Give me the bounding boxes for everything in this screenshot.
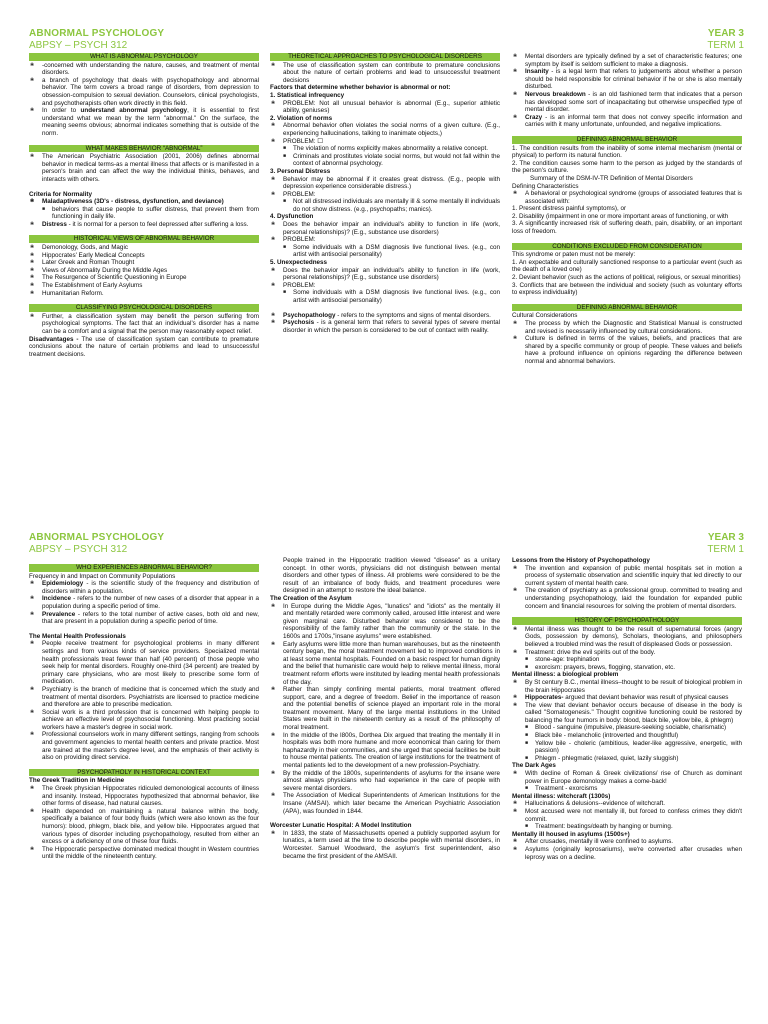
bullet-list [29,313,259,336]
list-item: ❀ After crusades, mentally ill were confined to asylums. [512,838,742,846]
term-label: TERM 1 [707,40,744,51]
paragraph [29,336,259,359]
list-item: ❀ PROBLEM: Not all unusual behavior is abnormal (E.g., superior athletic ability, geniuses) [270,100,500,115]
subheading: Mental illness: witchcraft (1300s) [512,792,611,800]
section-bar: PSYCHOPATHOLY IN HISTORICAL CONTEXT [29,769,259,777]
list-item: ❀ The view that deviant behavior occurs because of disease in the body is called "Somatogenesis." Thought cognitive functioning could be restored by balancing the four humors in body: blood, black bile, yellow bile, & phlegm) [512,702,742,725]
sub-list-item: ■ Blood - sanguine (impulsive, pleasure-seeking sociable, charismatic) [525,724,742,732]
sub-list-item: ■ Some individuals with a DSM diagnosis live functional lives. (e.g., con artist with antisocial personality) [283,244,500,259]
section-bar: WHAT IS ABNORMAL PSYCHOLOGY [29,53,259,61]
year-label: YEAR 3 [707,28,744,39]
subheading: Mental illness: a biological problem [512,671,619,679]
text-run: - is an old fashioned term that indicates that a person has developed some sort of incapacitating but otherwise unspecified type of mental disorder. [525,90,743,114]
course-code: ABPSY – PSYCH 312 [29,40,128,51]
bullet-list [29,198,259,206]
bullet-list [512,626,742,656]
bold-term: Disadvantages - [29,335,82,343]
list-item: ❀ Asylums (originally leprosariums), we're converted after crusades when leprosy was on a decline. [512,846,742,861]
paragraph: 2. Disability (impairment in one or more important areas of functioning, or with [512,212,729,220]
text-run: , it is essential to first understand what we mean by the term "abnormal." On the surface, the meaning seems obvious; abnormal indicates something that is outside of the norm. [42,107,259,137]
bullet-list [270,267,500,290]
list-item: ❀ The creation of psychiatry as a professional group. committed to treating and understanding psychopathology, laid the foundation for expanded public concern and financial resources for solving the problem of mental disorders. [512,587,742,610]
bold-term: Nervous breakdown [525,90,586,98]
sub-list [512,724,742,762]
bullet-list [270,603,500,816]
bullet-list [29,153,259,183]
sub-list-item: ■ Criminals and prostitutes violate social norms, but would not fall within the context of abnormal psychology. [283,153,500,168]
bullet-list [512,53,742,129]
column-1 [29,564,259,861]
bullet-list [270,122,500,145]
subheading: Factors that determine whether behavior is abnormal or not: [270,84,451,92]
sub-list-item: ■ Black bile - melancholic (introverted and thoughtful) [525,732,742,740]
sub-list-item: ■ The violation of norms explicitly makes abnormality a relative concept. [283,145,500,153]
list-item: ❀ Social work is a third profession that is concerned with helping people to achieve an effective level of psychosocial functioning. Most practicing social workers have a master's degree in social work. [29,709,259,732]
list-item: ❀ Behavior may be abnormal if it creates great distress. (E.g., people with depression experience considerable distress.) [270,176,500,191]
subheading: The Dark Ages [512,762,556,770]
text-run: - is a legal term that refers to judgements about whether a person should be held responsible for criminal behavior if he or she is also mentally disturbed. [525,68,742,91]
section-bar: WHAT MAKES BEHAVIOR “ABNORMAL” [29,145,259,153]
sub-list [270,145,500,168]
list-item: ❀ Maladaptiveness (3D's - distress, dysfunction, and deviance) [29,198,259,206]
section-bar: DEFINING ABNORMAL BEHAVIOR [512,136,742,144]
sub-list [270,244,500,259]
numbered-heading: 5. Unexpectedness [270,259,328,267]
column-2 [270,557,500,860]
list-item: ❀ The process by which the Diagnostic and Statistical Manual is constructed and revised is necessarily influenced by cultural considerations. [512,320,742,335]
sub-list-item: ■ Treatment - exorcisms [525,785,742,793]
sub-list [512,823,742,831]
list-item [29,580,259,595]
subheading: Lessons from the History of Psychopathology [512,557,650,564]
bold-term: Prevalence [42,610,76,618]
subheading: Mentally ill housed in asylums (1500s+) [512,830,630,838]
paragraph: 2. Deviant behavior (such as the actions of political, religious, or sexual minorities) [512,274,741,282]
list-item: ❀ Most accused were not mentally ill, but forced to confess crimes they didn't commit. [512,808,742,823]
list-item: ❀ The Hippocratic perspective dominated medical thought in Western countries until the middle of the nineteenth century. [29,846,259,861]
list-item: ❀ Rather than simply confining mental patients, moral treatment offered support, care, and a degree of freedom. Belief in the importance of reason and the potential benefits of science played an important role in the moral treatment movement. Many of the large mental institutions in the United States were built in the nineteenth century as a result of the philosophy of moral treatment. [270,686,500,732]
list-item: ❀ A behavioral or psychological syndrome (groups of associated features that is associated with: [512,190,742,205]
bullet-list [29,640,259,762]
course-code: ABPSY – PSYCH 312 [29,544,128,555]
bullet-list [512,565,742,611]
paragraph: Defining Characteristics [512,182,579,190]
column-3 [512,557,742,861]
text-run: - is a general term that refers to several types of severe mental disorder in which the person is considered to be out of contact with reality. [283,319,500,334]
bold-term: Psychosis [283,319,315,327]
bullet-list [270,100,500,115]
list-item [512,68,742,91]
sub-list [270,198,500,213]
list-item: ❀ Later Greek and Roman Thought [29,259,259,267]
list-item [29,221,259,229]
list-item: ❀ In the middle of the l800s, Dorthea Dix argued that treating the mentally ill in hospitals was both more humane and more economical than caring for them haphazardly in their communities, and she urged that special facilities be built to house mental patients. The creation of large institutions for the treatment of mental patients led to the development of a new profession-Psychiatry. [270,732,500,770]
list-item [512,114,742,129]
text-run: argued that deviant behavior was result of physical causes [563,694,729,702]
sub-list-item: ■ exorcism: prayers, brews, flogging, starvation, etc. [525,664,742,672]
section-bar: HISTORICAL VIEWS OF ABNORMAL BEHAVIOR [29,235,259,243]
list-item: ❀ The American Psychiatric Association (2001, 2006) defines abnormal behavior in medical terms-as a mental illness that affects or is manifested in a person's brain and can affect the way the individual thinks, behaves, and interacts with others. [29,153,259,183]
bold-term: Hippocrates- [525,694,564,702]
list-item: ❀ Hallucinations & delusions--evidence of witchcraft. [512,800,742,808]
text-run: - refers to the total number of active cases, both old and new, that are present in a population during a specific period of time. [42,610,259,626]
bullet-list [270,830,500,860]
section-bar: WHO EXPERIENCES ABNORMAL BEHAVIOR? [29,564,259,572]
paragraph: People trained in the Hippocratic tradition viewed "disease" as a unitary concept. In other words, physicians did not distinguish between mental disorders and other types of illness. All problems were considered to be the result of an imbalance of body fluids, and treatment procedures were designed in an attempt to restore the ideal balance. [283,557,500,595]
bullet-list [270,62,500,85]
list-item: ❀ Does the behavior impair an individual's ability to function in life (work, personal relationships)? (E.g., substance use disorders) [270,221,500,236]
bullet-list [29,221,259,229]
bullet-list [512,800,742,823]
sub-list [270,289,500,304]
bullet-list [512,838,742,861]
section-bar: CONDITIONS EXCLUDED FROM CONSIDERATION [512,243,742,251]
paragraph: Cultural Considerations [512,312,578,320]
list-item [270,312,500,320]
section-bar: DEFINING ABNORMAL BEHAVIOR [512,304,742,312]
list-item: ❀ Views of Abnormality During the Middle Ages [29,267,259,275]
bullet-list [270,312,500,335]
list-item: ❀ With decline of Roman & Greek civilizations/ rise of Church as dominant power in Europe demonology makes a come-back! [512,770,742,785]
bullet-list [29,580,259,626]
bold-term: Psychopathology [283,311,336,319]
list-item: ❀ Further, a classification system may benefit the person suffering from psychological symptoms. The fact that an individual's disorder has a name can be a comfort and a signal that the person may reasonably expect relief. [29,313,259,336]
list-item: ❀ The Greek physician Hippocrates ridiculed demonological accounts of illness and insanity. Instead, Hippocrates hypothesized that abnormal behavior, like other forms of disease, had natural causes. [29,785,259,808]
term-label: TERM 1 [707,544,744,555]
sub-list [512,656,742,671]
sub-list-item: ■ stone-age: trephination [525,656,742,664]
list-item: ❀ Early asylums were little more than human warehouses, but as the nineteenth century began, the moral treatment movement led to improved conditions in at least some mental hospitals. Founded on a basic respect for human dignity and the belief that humanistic care would help to relieve mental illness, moral treatment reform efforts were instituted by leading mental health professionals of the day. [270,641,500,687]
list-item [270,319,500,334]
list-item: ❀ Professional counselors work in many different settings, ranging from schools and government agencies to mental health centers and private practice. Most are trained at the master's degree level, and the emphasis of their activity is also on providing direct service. [29,731,259,761]
column-2 [270,53,500,334]
bullet-list [270,176,500,199]
bullet-list [29,244,259,297]
list-item: ❀ Mental illness was thought to be the result of supernatural forces (angry Gods, possession by demons), Scholars, theologians, and philosophers believed a troubled mind was the result of displeased Gods or possession. [512,626,742,649]
list-item: ❀ The use of classification system can contribute to premature conclusions about the nature of certain problems and lead to unsuccessful treatment decisions [270,62,500,85]
sub-list-item: ■ Treatment: beatings/death by hanging or burning. [525,823,742,831]
subheading: Worcester Lunatic Hospital: A Model Institution [270,822,412,830]
list-item: ❀ The invention and expansion of public mental hospitals set in motion a process of systematic observation and scientific inquiry that led directly to our current system of mental health care. [512,565,742,588]
text-run: - it is normal for a person to feel depressed after suffering a loss. [66,220,249,228]
bullet-list [512,190,742,205]
subheading: Criteria for Normality [29,190,92,198]
text-run: - refers to the symptoms and signs of mental disorders. [335,311,491,319]
sub-list [29,206,259,221]
page-top [0,28,768,518]
section-bar: CLASSIFYING PSYCHOLOGICAL DISORDERS [29,304,259,312]
list-item: ❀ Humanitarian Reform. [29,290,259,298]
list-item: ❀ Mental disorders are typically defined by a set of characteristic features; one symptom by itself is seldom sufficient to make a diagnosis. [512,53,742,68]
sub-list-item: ■ behaviors that cause people to suffer distress, that prevent them from functioning in daily life. [42,206,259,221]
text-run: - is the scientific study of the frequency and distribution of disorders within a population. [42,580,259,595]
subheading: The Greek Tradition in Medicine [29,777,125,785]
bullet-list [512,679,742,725]
list-item [29,611,259,626]
list-item: ❀ Does the behavior impair an individual's ability to function in life (work, personal relationships)? (E.g., substance use disorders) [270,267,500,282]
list-item: ❀ Culture is defined in terms of the values, beliefs, and practices that are shared by a specific community or group of people. These values and beliefs have a profound influence on opinions regarding the difference between normal and abnormal behaviors. [512,335,742,365]
list-item: ❀ In 1833, the state of Massachusetts opened a publicly supported asylum for lunatics, a term used at the time to describe people with mental disorders, in Worcester. Samuel Woodward, the asylum's first superintendent, also became the first president of the AMSAII. [270,830,500,860]
numbered-heading: 3. Personal Distress [270,167,331,175]
list-item: ❀ In Europe during the Middle Ages, "lunatics" and "idiots" as the mentally ill and mentally retarded were commonly called, aroused little interest and were given marginal care. Disturbed behavior was considered to be the responsibility of the family rather than the community or the state. In the 1600s and 1700s,"insane asylums" were established. [270,603,500,641]
bold-term: Distress [42,220,67,228]
sub-list-item: ■ Some individuals with a DSM diagnosis live functional lives. (e.g., con artist with antisocial personality) [283,289,500,304]
course-title: ABNORMAL PSYCHOLOGY [29,28,165,39]
bullet-list [512,770,742,785]
list-item: ❀ Treatment: drive the evil spirits out of the body. [512,649,742,657]
year-label: YEAR 3 [707,532,744,543]
paragraph: 2. The condition causes some harm to the person as judged by the standards of the person's culture. [512,159,742,175]
paragraph: 3. Conflicts that are between the individual and society (such as voluntary efforts to express individuality) [512,281,742,297]
sub-list-item: ■ Phlegm - phlegmatic (relaxed, quiet, lazily sluggish) [525,755,742,763]
list-item [512,694,742,702]
subheading: The Mental Health Professionals [29,632,126,640]
paragraph: Frequency in and Impact on Community Populations [29,572,176,580]
column-1 [29,53,259,358]
sub-list-item: ■ Not all distressed individuals are mentally ill & some mentally ill individuals do not show distress. (e.g., psychopaths; manics). [283,198,500,213]
paragraph: 1. The condition results from the inability of some internal mechanism (mental or physical) to perform its natural function. [512,144,742,160]
text-run: - refers to the number of new cases of a disorder that appear in a population during a specific period of time. [42,595,259,610]
list-item: ❀ Hippocrates' Early Medical Concepts [29,252,259,260]
course-title: ABNORMAL PSYCHOLOGY [29,532,165,543]
section-bar: HISTORY OF PSYCHOPATHOLOGY [512,617,742,625]
bold-term: Epidemiology [42,580,84,588]
list-item: ❀ -concerned with understanding the nature, causes, and treatment of mental disorders. [29,62,259,77]
bold-term: understand abnormal psychology [80,107,188,115]
list-item: ❀ PROBLEM: [270,282,500,290]
section-bar: THEORETICAL APPROACHES TO PSYCHOLOGICAL DISORDERS [270,53,500,61]
numbered-heading: 4. Dysfunction [270,213,314,221]
bullet-list [29,62,259,138]
list-item: ❀ PROBLEM: ☐ [270,138,500,146]
subheading: The Creation of the Asylum [270,594,352,602]
list-item: ❀ Demonology, Gods, and Magic [29,244,259,252]
paragraph: 3. A significantly increased risk of suffering death, pain, disability, or an important loss of freedom. [512,220,742,236]
list-item [29,107,259,137]
list-item [512,91,742,114]
sub-list-item: ■ Yellow bile - choleric (ambitious, leader-like aggressive, energetic, with passion) [525,740,742,755]
list-item: ❀ Abnormal behavior often violates the social norms of a given culture. (E.g., experiencing hallucinations, talking to inanimate objects,) [270,122,500,137]
column-3 [512,53,742,366]
bullet-list [270,221,500,244]
list-item: ❀ The Establishment of Early Asylums [29,282,259,290]
text-run: In order to [42,107,81,115]
numbered-heading: 1. Statistical infrequency [270,91,345,99]
text-run: - is an informal term that does not convey specific information and carries with it many unfortunate, unfounded, and negative implications. [525,113,742,129]
list-item: ❀ PROBLEM: [270,236,500,244]
list-item: ❀ The Resurgence of Scientific Questioning in Europe [29,274,259,282]
list-item: ❀ People receive treatment for psychological problems in many different settings and from various kinds of service providers. Specialized mental health professionals treat fewer than half (40 percent) of those people who seek help for mental disorders. Roughly one-third (34 percent) are treated by primary care physicians, who are most likely to prescribe some form of medication. [29,640,259,686]
paragraph: Summary of the DSM-IV-TR Definition of Mental Disorders [530,174,693,182]
paragraph: 1. An expectable and culturally sanctioned response to a particular event (such as the death of a loved one) [512,258,742,274]
text-run: The use of classification system can contribute to premature conclusions about the nature of certain problems and lead to unsuccessful treatment decisions. [29,335,259,358]
bold-term: Incidence [42,595,72,603]
list-item: ❀ By St century B.C., mental illness–thought to be result of biological problem in the brain Hippocrates [512,679,742,694]
list-item: ❀ By the middle of the 1800s, superintendents of asylums for the insane were almost always physicians who had experience in the care of people with severe mental disorders. [270,770,500,793]
bold-term: Insanity [525,68,549,76]
bullet-list [29,785,259,861]
list-item: ❀ The Association of Medical Superintendents of American Institutions for the Insane (AMSAI). which later became the American Psychiatric Association (APA), was founded in 1844. [270,792,500,815]
bold-term: Crazy [525,113,543,121]
paragraph: This syndrome or paten must not be merely: [512,251,636,259]
sub-list [512,785,742,793]
bullet-list [512,320,742,366]
list-item: ❀ PROBLEM: [270,191,500,199]
paragraph: 1. Present distress painful symptoms), or [512,205,627,213]
page-bottom [0,532,768,1022]
list-item: ❀ a branch of psychology that deals with psychopathology and abnormal behavior. The term covers a broad range of disorders, from depression to obsession-compulsion to sexual deviation. Counselors, clinical psychologists, and psychotherapists often work directly in this field. [29,77,259,107]
list-item: ❀ Health depended on maintaining a natural balance within the body, specifically a balance of four body fluids (which were also known as the four humors): blood, phlegm, black bile, and yellow bile. Hippocrates argued that various types of disorder including psychopathology, resulted from either an excess or a deficiency of one of these four fluids. [29,808,259,846]
list-item: ❀ Psychiatry is the branch of medicine that is concerned which the study and treatment of mental disorders. Psychiatrists are licensed to practice medicine and therefore are able to prescribe medication. [29,686,259,709]
numbered-heading: 2. Violation of norms [270,114,333,122]
list-item [29,595,259,610]
